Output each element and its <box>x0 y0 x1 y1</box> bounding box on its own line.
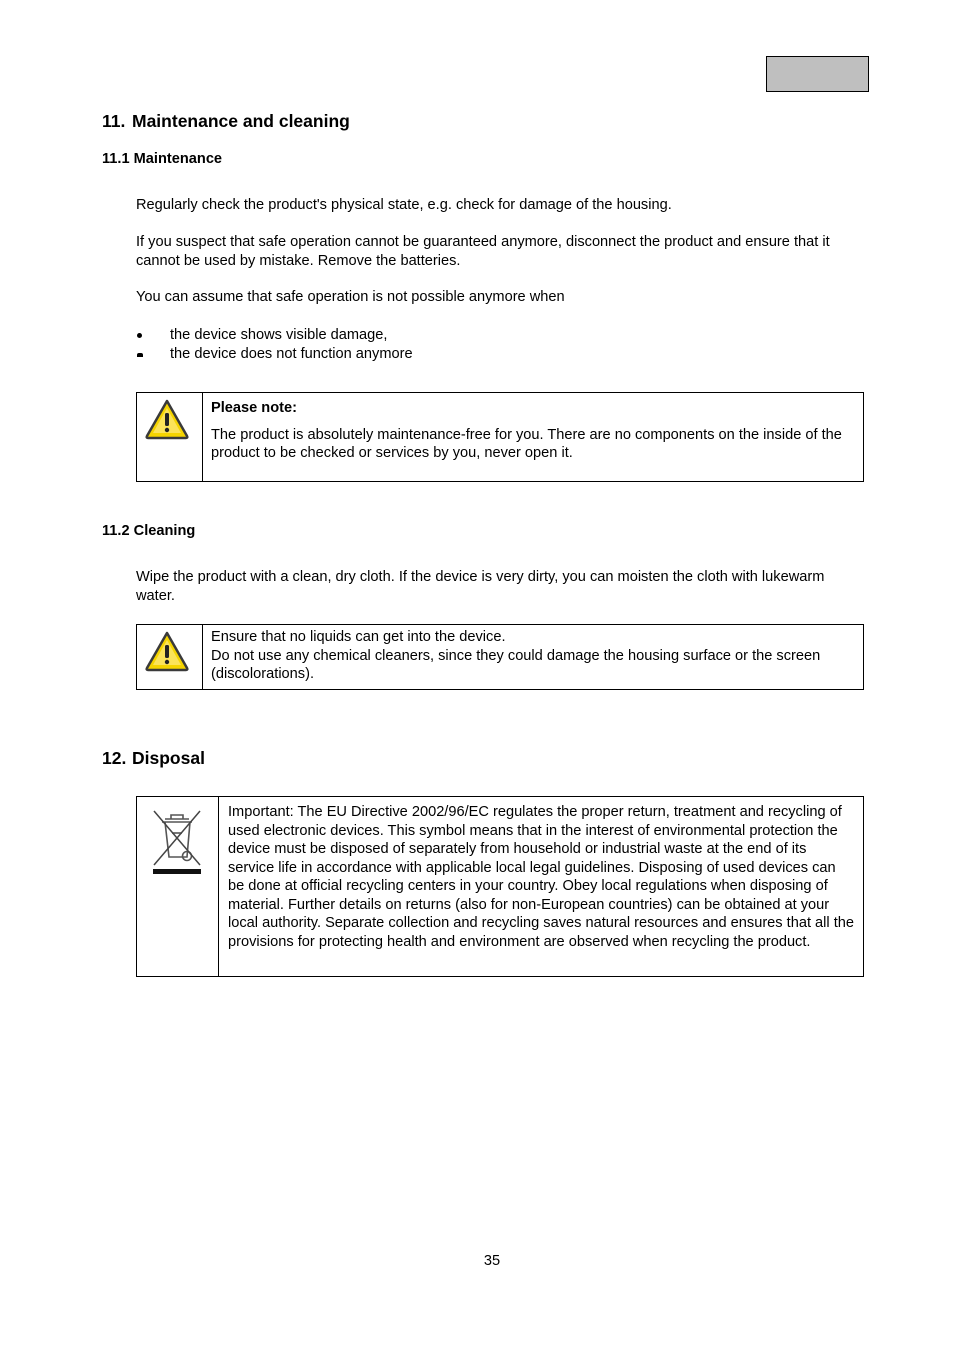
subsection-maintenance-heading: 11.1 Maintenance <box>102 151 223 167</box>
warning-triangle-icon <box>144 630 190 672</box>
note-icon-cell <box>137 393 203 482</box>
disposal-note-box <box>136 796 864 977</box>
note-text: The product is absolutely maintenance-free for you. There are no components on the inside of the product to be checked or services by you, never open it. <box>211 426 842 461</box>
language-indicator-box <box>766 56 869 92</box>
note-line-2: Do not use any chemical cleaners, since they could damage the housing surface or the screen (discolorations). <box>211 647 821 682</box>
maintenance-paragraph-1: Regularly check the product's physical state, e.g. check for damage of the housing. <box>136 197 672 213</box>
section-12-heading <box>102 747 205 769</box>
maintenance-note-box <box>136 392 864 482</box>
section-11-number: 11. <box>102 111 126 131</box>
cleaning-paragraph: Wipe the product with a clean, dry cloth. If the device is very dirty, you can moisten the cloth with lukewarm water. <box>136 569 825 604</box>
section-11-heading <box>102 110 350 132</box>
note-icon-cell <box>137 625 203 690</box>
note-title: Please note: <box>211 400 297 416</box>
page-number: 35 <box>483 1253 501 1269</box>
crossed-out-wheelie-bin-icon <box>149 805 205 875</box>
bullet-icon <box>137 353 143 357</box>
list-item: the device does not function anymore <box>136 345 413 364</box>
maintenance-paragraph-3: You can assume that safe operation is not possible anymore when <box>136 289 565 305</box>
note-line-1: Ensure that no liquids can get into the device. <box>211 629 506 645</box>
note-icon-cell <box>137 797 219 977</box>
cleaning-note-box <box>136 624 864 690</box>
note-text-cell <box>203 393 864 482</box>
note-text-cell <box>203 625 864 690</box>
disposal-note-text: Important: The EU Directive 2002/96/EC regulates the proper return, treatment and recycling of used electronic devices. This symbol means that in the interest of environmental protection the device must be disposed of separately from household or industrial waste at the end of its service life in accordance with applicable local legal guidelines. Disposing of used devices can be done at official recycling centers in your country. Obey local regulations when disposing of material. Further details on returns (also for non-European countries) can be obtained at your local authority. Separate collection and recycling saves natural resources and ensures that all the provisions for protecting health and environment are observed when recycling the product. <box>228 804 854 950</box>
list-item: the device shows visible damage, <box>136 326 413 345</box>
subsection-cleaning-heading: 11.2 Cleaning <box>102 523 196 539</box>
section-12-title: Disposal <box>132 748 205 768</box>
note-text-cell <box>219 797 864 977</box>
maintenance-paragraph-2: If you suspect that safe operation cannot be guaranteed anymore, disconnect the product and ensure that it cannot be used by mistake. Remove the batteries. <box>136 234 830 269</box>
section-12-number: 12. <box>102 748 127 768</box>
unsafe-conditions-list <box>136 326 413 364</box>
section-11-title: Maintenance and cleaning <box>132 111 350 131</box>
bullet-icon <box>137 333 142 338</box>
warning-triangle-icon <box>144 398 190 440</box>
